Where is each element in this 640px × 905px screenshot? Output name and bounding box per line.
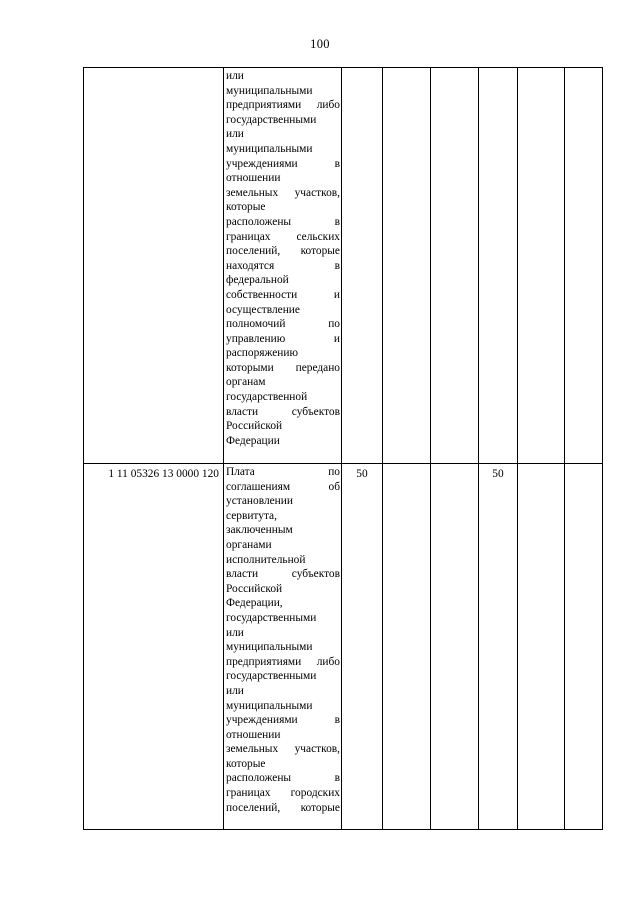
name-line: сервитута, [226, 509, 277, 522]
code-cell [84, 68, 224, 464]
name-line: границах городских [226, 787, 340, 800]
name-line: заключенным [226, 524, 293, 537]
value-cell [383, 68, 431, 464]
name-cell [224, 464, 342, 830]
value-text: 50 [356, 468, 368, 480]
name-line: власти субъектов [226, 405, 340, 418]
name-line: или [226, 684, 244, 697]
name-line: предприятиями либо [226, 655, 340, 668]
value-cell [479, 464, 518, 830]
name-line: предприятиями либо [226, 99, 340, 112]
name-line: Федерации, [226, 597, 283, 610]
name-lines [224, 68, 341, 448]
code-text [84, 68, 223, 71]
value-text [383, 464, 430, 467]
name-line: учреждениями в [226, 157, 340, 170]
name-line: земельных участков, [226, 743, 340, 756]
name-line: поселений, которые [226, 801, 340, 814]
name-line: границах сельских [226, 230, 340, 243]
name-line: или [226, 128, 244, 141]
name-line: органами [226, 538, 272, 551]
name-line: государственными [226, 670, 317, 683]
budget-table [83, 67, 603, 830]
name-line: Федерации [226, 434, 280, 447]
name-line: распоряжению [226, 347, 299, 360]
name-line: государственными [226, 113, 317, 126]
name-line: полномочий по [226, 318, 340, 331]
value-text [342, 68, 382, 71]
name-line: находятся в [226, 259, 340, 272]
name-line: управлению и [226, 332, 340, 345]
value-text [518, 464, 564, 467]
value-cell [431, 464, 479, 830]
name-line: исполнительной [226, 553, 306, 566]
value-text: 50 [492, 468, 504, 480]
name-lines [224, 464, 341, 815]
value-cell [518, 68, 565, 464]
name-line: муниципальными [226, 84, 313, 97]
table-row [84, 464, 603, 830]
value-text [518, 68, 564, 71]
name-line: расположены в [226, 772, 340, 785]
name-line: муниципальными [226, 641, 313, 654]
code-text: 1 11 05326 13 0000 120 [108, 468, 219, 480]
page-number: 100 [310, 37, 330, 51]
name-line: федеральной [226, 274, 289, 287]
name-line: органам [226, 376, 266, 389]
name-line: которые [226, 757, 266, 770]
name-cell [224, 68, 342, 464]
name-line: отношении [226, 172, 281, 185]
value-cell [479, 68, 518, 464]
value-text [565, 464, 602, 467]
name-line: или [226, 70, 244, 82]
name-line: муниципальными [226, 142, 313, 155]
value-cell [342, 464, 383, 830]
name-line: муниципальными [226, 699, 313, 712]
name-line: власти субъектов [226, 568, 340, 581]
name-line: Российской [226, 420, 283, 433]
name-line: государственными [226, 611, 317, 624]
value-cell [565, 68, 603, 464]
value-text [383, 68, 430, 71]
name-line: установлении [226, 495, 293, 508]
name-line: земельных участков, [226, 186, 340, 199]
name-line: государственной [226, 391, 308, 404]
value-cell [565, 464, 603, 830]
value-cell [342, 68, 383, 464]
name-line: или [226, 626, 244, 639]
name-line: учреждениями в [226, 714, 340, 727]
name-line: расположены в [226, 215, 340, 228]
code-cell [84, 464, 224, 830]
value-text [431, 464, 478, 467]
name-line: соглашениям об [226, 480, 340, 493]
name-line: которыми передано [226, 361, 340, 374]
name-line: отношении [226, 728, 281, 741]
table-row [84, 68, 603, 464]
name-line: Плата по [226, 466, 340, 478]
name-line: которые [226, 201, 266, 214]
name-line: собственности и [226, 288, 340, 301]
value-cell [518, 464, 565, 830]
name-line: Российской [226, 582, 283, 595]
value-cell [431, 68, 479, 464]
value-text [479, 68, 517, 71]
value-text [431, 68, 478, 71]
value-cell [383, 464, 431, 830]
name-line: поселений, которые [226, 245, 340, 258]
name-line: осуществление [226, 303, 300, 316]
value-text [565, 68, 602, 71]
